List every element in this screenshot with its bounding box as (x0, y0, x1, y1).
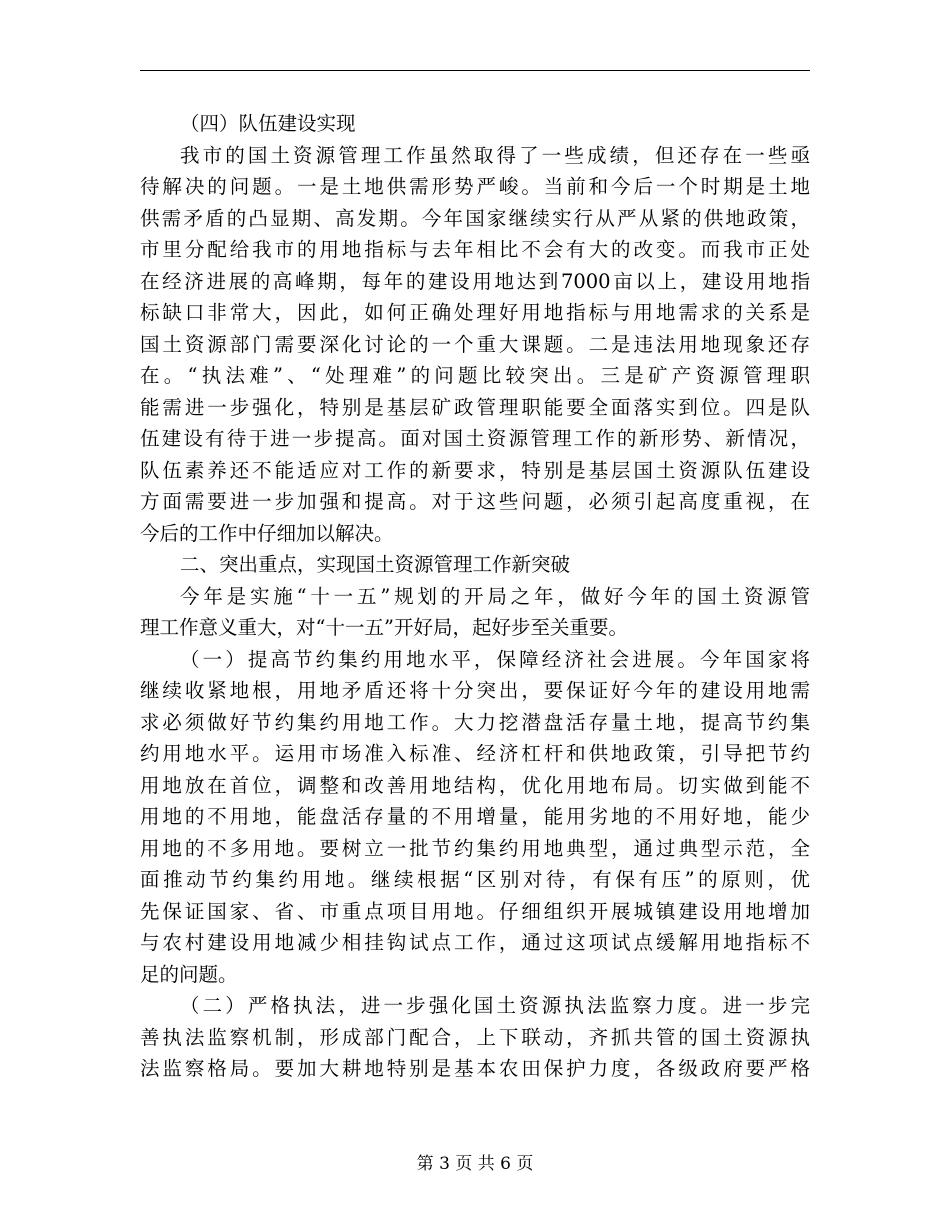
text-line: 待解决的问题。一是土地供需形势严峻。当前和今后一个时期是土地 (140, 175, 810, 198)
text-line: 国土资源部门需要深化讨论的一个重大课题。二是违法用地现象还存 (140, 332, 810, 356)
text-line: 今后的工作中仔细加以解决。 (140, 521, 394, 545)
text-line: 今年是实施“十一五”规划的开局之年，做好今年的国土资源管 (180, 584, 810, 608)
text-line: 用地的不用地，能盘活存量的不用增量，能用劣地的不用好地，能少 (140, 805, 810, 828)
text-line: 先保证国家、省、市重点项目用地。仔细组织开展城镇建设用地增加 (140, 899, 810, 923)
text-line: 理工作意义重大，对“十一五”开好局，起好步至关重要。 (140, 616, 628, 639)
text-line: 继续收紧地根，用地矛盾还将十分突出，要保证好今年的建设用地需 (140, 679, 810, 702)
text-line: 用地放在首位，调整和改善用地结构，优化用地布局。切实做到能不 (140, 773, 810, 797)
header-rule (140, 70, 810, 71)
text-line: 市里分配给我市的用地指标与去年相比不会有大的改变。而我市正处 (140, 238, 810, 261)
text-line: 供需矛盾的凸显期、高发期。今年国家继续实行从严从紧的供地政策， (140, 206, 810, 230)
text-line: 约用地水平。运用市场准入标准、经济杠杆和供地政策，引导把节约 (140, 742, 810, 765)
text-line: （二）严格执法，进一步强化国土资源执法监察力度。进一步完 (180, 994, 810, 1017)
text-line: 二、突出重点，实现国土资源管理工作新突破 (180, 553, 571, 576)
text-line: 足的问题。 (140, 962, 238, 986)
text-line: （四）队伍建设实现 (180, 112, 356, 135)
text-line: 队伍素养还不能适应对工作的新要求，特别是基层国土资源队伍建设 (140, 458, 810, 482)
text-line: 在。“执法难”、“处理难”的问题比较突出。三是矿产资源管理职 (140, 364, 810, 387)
text-line: 我市的国土资源管理工作虽然取得了一些成绩，但还存在一些亟 (180, 143, 810, 167)
text-line: 方面需要进一步加强和提高。对于这些问题，必须引起高度重视，在 (140, 490, 810, 513)
document-body (140, 108, 810, 1085)
page-footer: 第 3 页 共 6 页 (416, 1154, 534, 1174)
text-line: （一）提高节约集约用地水平，保障经济社会进展。今年国家将 (180, 647, 810, 671)
text-line: 标缺口非常大，因此，如何正确处理好用地指标与用地需求的关系是 (140, 301, 810, 324)
text-line: 与农村建设用地减少相挂钩试点工作，通过这项试点缓解用地指标不 (140, 931, 810, 954)
text-line: 法监察格局。要加大耕地特别是基本农田保护力度，各级政府要严格 (140, 1057, 810, 1080)
text-line: 面推动节约集约用地。继续根据“区别对待，有保有压”的原则，优 (140, 868, 810, 891)
text-line: 求必须做好节约集约用地工作。大力挖潜盘活存量土地，提高节约集 (140, 710, 810, 734)
text-line: 善执法监察机制，形成部门配合，上下联动，齐抓共管的国土资源执 (140, 1025, 810, 1049)
text-line: 能需进一步强化，特别是基层矿政管理职能要全面落实到位。四是队 (140, 395, 810, 419)
text-line: 用地的不多用地。要树立一批节约集约用地典型，通过典型示范，全 (140, 836, 810, 860)
text-line: 在经济进展的高峰期，每年的建设用地达到7000亩以上，建设用地指 (140, 269, 810, 293)
text-line: 伍建设有待于进一步提高。面对国土资源管理工作的新形势、新情况， (140, 427, 810, 450)
